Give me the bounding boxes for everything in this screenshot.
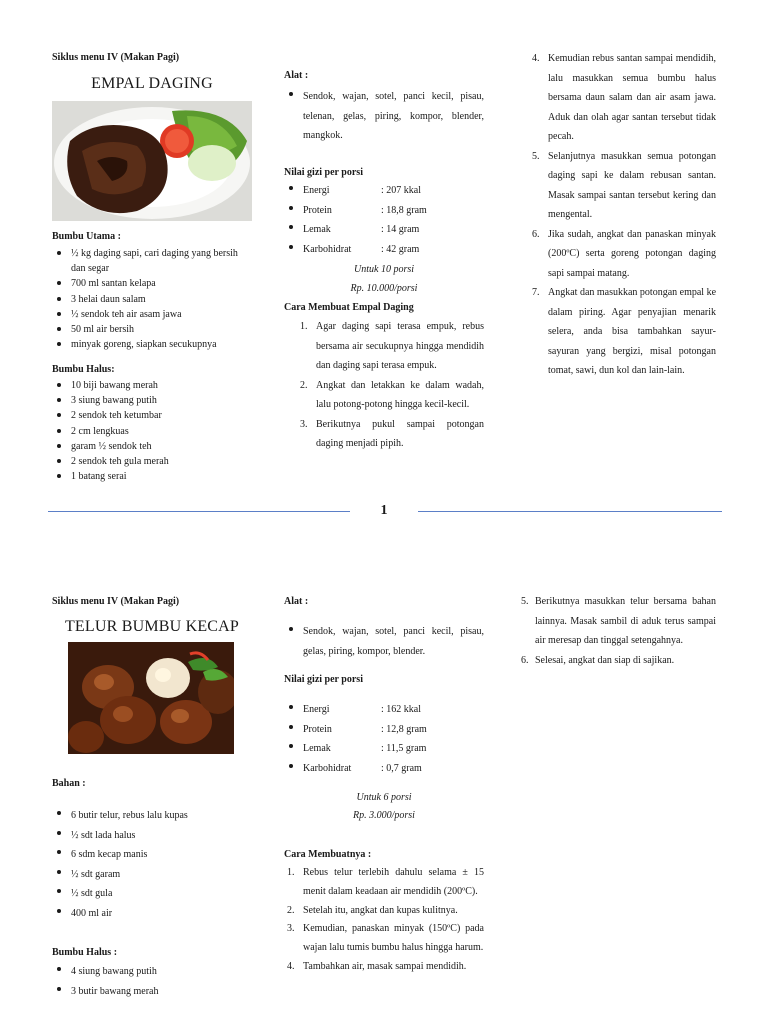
telur-bumbu-kecap-photo [68,642,234,754]
page1-porsi: Untuk 10 porsi [354,264,414,275]
step-number: 1. [300,321,308,332]
step-text: Angkat dan letakkan ke dalam wadah, lalu potong-potong hingga kecil-kecil. [316,379,484,410]
page-divider-right [418,511,722,512]
step-text: Kemudian rebus santan sampai mendidih, lalu masukkan semua bumbu halus bersama daun salam dan air asam jawa. Aduk dan olah agar santan tersebut tidak pecah. [548,53,716,142]
step-number: 6. [521,654,529,666]
step-item [300,415,484,454]
page1-cara-steps-a [300,317,484,454]
step-text: Selesai, angkat dan siap di sajikan. [535,654,675,666]
step-text: Tambahkan air, masak sampai mendidih. [303,960,467,972]
step-text: Kemudian, panaskan minyak (150ºC) pada wajan lalu tumis bumbu halus hingga harum. [303,923,484,954]
nutrient-label: Karbohidrat [303,243,352,255]
nutrient-label: Energi [303,704,330,715]
table-row [284,181,484,201]
step-number: 7. [532,287,540,298]
page1-cara-steps-b [532,49,716,381]
list-item: 50 ml air bersih [52,322,242,337]
step-number: 5. [532,150,540,162]
step-text: Agar daging sapi terasa empuk, rebus bersama air secukupnya hingga mendidih dan daging sapi terasa empuk. [316,321,484,371]
table-row [284,700,484,720]
step-item [287,920,484,958]
page1-bumbu-halus-list [52,378,242,484]
nutrient-label: Protein [303,204,332,216]
step-number: 2. [300,379,308,391]
page1-header: Siklus menu IV (Makan Pagi) [52,52,180,63]
step-item [287,902,484,921]
step-text: Angkat dan masukkan potongan empal ke dalam piring. Agar penyajian menarik selera, anda bisa tambahkan sayur-sayuran yang bergizi, misal potongan tomat, sawi, dun kol dan lain-lain. [548,287,717,376]
page2-nilai-gizi-table [284,700,484,778]
nutrient-value: : 207 kkal [381,185,421,196]
list-item: 2 sendok teh gula merah [52,454,242,469]
nutrient-value: : 162 kkal [381,704,421,715]
list-item: ½ sdt gula [52,884,242,904]
page2-bahan-heading: Bahan : [52,778,86,789]
step-number: 1. [287,867,295,878]
table-row [284,739,484,759]
page1-bumbu-utama-list [52,246,242,352]
page1-title: EMPAL DAGING [91,75,213,92]
list-item: minyak goreng, siapkan secukupnya [52,337,242,352]
step-text: Berikutnya pukul sampai potongan daging menjadi pipih. [316,418,484,449]
list-item: 6 sdm kecap manis [52,845,242,865]
page2-cara-steps-a [287,864,484,977]
list-item: ½ kg daging sapi, cari daging yang bersih dan segar [52,246,242,276]
nutrient-label: Lemak [303,743,331,754]
page1-cara-heading: Cara Membuat Empal Daging [284,302,414,313]
list-item: 2 cm lengkuas [52,424,242,439]
page-number: 1 [380,503,388,518]
nutrient-value: : 11,5 gram [381,743,427,754]
step-item [287,958,484,977]
page2-alat-heading: Alat : [284,596,309,607]
nutrient-value: : 42 gram [381,243,420,255]
list-item: 4 siung bawang putih [52,962,242,982]
step-text: Jika sudah, angkat dan panaskan minyak (200ºC) serta goreng potongan daging sapi sampai matang. [548,228,716,279]
list-item: 3 helai daun salam [52,292,242,307]
nutrient-label: Karbohidrat [303,762,352,774]
page2-title: TELUR BUMBU KECAP [64,618,240,635]
page1-nilai-gizi-heading: Nilai gizi per porsi [284,167,363,178]
step-number: 3. [287,923,295,935]
step-number: 3. [300,418,308,430]
table-row [284,201,484,221]
step-number: 6. [532,228,540,240]
nutrient-value: : 18,8 gram [381,204,427,216]
page2-bumbu-halus-heading: Bumbu Halus : [52,947,118,958]
list-item: 3 butir bawang merah [52,982,242,1002]
nutrient-label: Energi [303,185,330,196]
table-row [284,720,484,740]
step-number: 4. [532,53,540,64]
step-text: Setelah itu, angkat dan kupas kulitnya. [303,904,458,916]
list-item: 1 batang serai [52,469,242,484]
list-item: 700 ml santan kelapa [52,276,242,291]
list-item: 10 biji bawang merah [52,378,242,393]
list-item: 2 sendok teh ketumbar [52,408,242,423]
page2-nilai-gizi-heading: Nilai gizi per porsi [284,674,363,685]
table-row [284,220,484,240]
page2-bumbu-halus-list [52,962,242,1001]
step-item [521,592,716,651]
step-item [521,651,716,671]
page-divider-left [48,511,350,512]
page1-nilai-gizi-table [284,181,484,259]
page2-alat-list [284,622,484,661]
step-item [532,147,716,225]
list-item: Sendok, wajan, sotel, panci kecil, pisau, gelas, piring, kompor, blender. [284,622,484,661]
list-item: ½ sendok teh air asam jawa [52,307,242,322]
step-item [532,49,716,147]
page2-cara-heading: Cara Membuatnya : [284,849,372,860]
step-item [300,317,484,376]
empal-daging-photo [52,101,252,221]
list-item: 3 siung bawang putih [52,393,242,408]
page2-bahan-list [52,806,242,924]
page2-cara-steps-b [521,592,716,670]
list-item: ½ sdt lada halus [52,826,242,846]
list-item: 6 butir telur, rebus lalu kupas [52,806,242,826]
nutrient-value: : 0,7 gram [381,762,422,774]
nutrient-label: Protein [303,723,332,735]
step-text: Berikutnya masukkan telur bersama bahan lainnya. Masak sambil di aduk terus sampai air meresap dan tinggal setengahnya. [535,596,716,646]
list-item: garam ½ sendok teh [52,439,242,454]
step-text: Rebus telur terlebih dahulu selama ± 15 menit dalam keadaan air mendidih (200ºC). [303,867,484,897]
table-row [284,759,484,779]
list-item: ½ sdt garam [52,865,242,885]
page1-bumbu-utama-heading: Bumbu Utama : [52,231,121,242]
step-number: 5. [521,596,529,607]
step-number: 4. [287,960,295,972]
table-row [284,240,484,260]
page2-header: Siklus menu IV (Makan Pagi) [52,596,180,607]
page1-bumbu-halus-heading: Bumbu Halus: [52,364,115,375]
step-item [287,864,484,902]
nutrient-value: : 12,8 gram [381,723,427,735]
list-item: Sendok, wajan, sotel, panci kecil, pisau, telenan, gelas, piring, kompor, blender, mangkok. [284,87,484,146]
step-item [532,225,716,284]
nutrient-label: Lemak [303,224,331,235]
nutrient-value: : 14 gram [381,224,420,235]
step-text: Selanjutnya masukkan semua potongan daging sapi ke dalam rebusan santan. Masak sampai santan tersebut kering dan mengental. [548,150,716,220]
page1-alat-heading: Alat : [284,70,309,81]
list-item: 400 ml air [52,904,242,924]
page1-alat-list [284,87,484,146]
page2-harga: Rp. 3.000/porsi [353,810,415,821]
step-number: 2. [287,904,295,916]
page2-porsi: Untuk 6 porsi [356,792,412,803]
step-item [300,376,484,415]
page1-harga: Rp. 10.000/porsi [350,283,418,294]
step-item [532,283,716,381]
